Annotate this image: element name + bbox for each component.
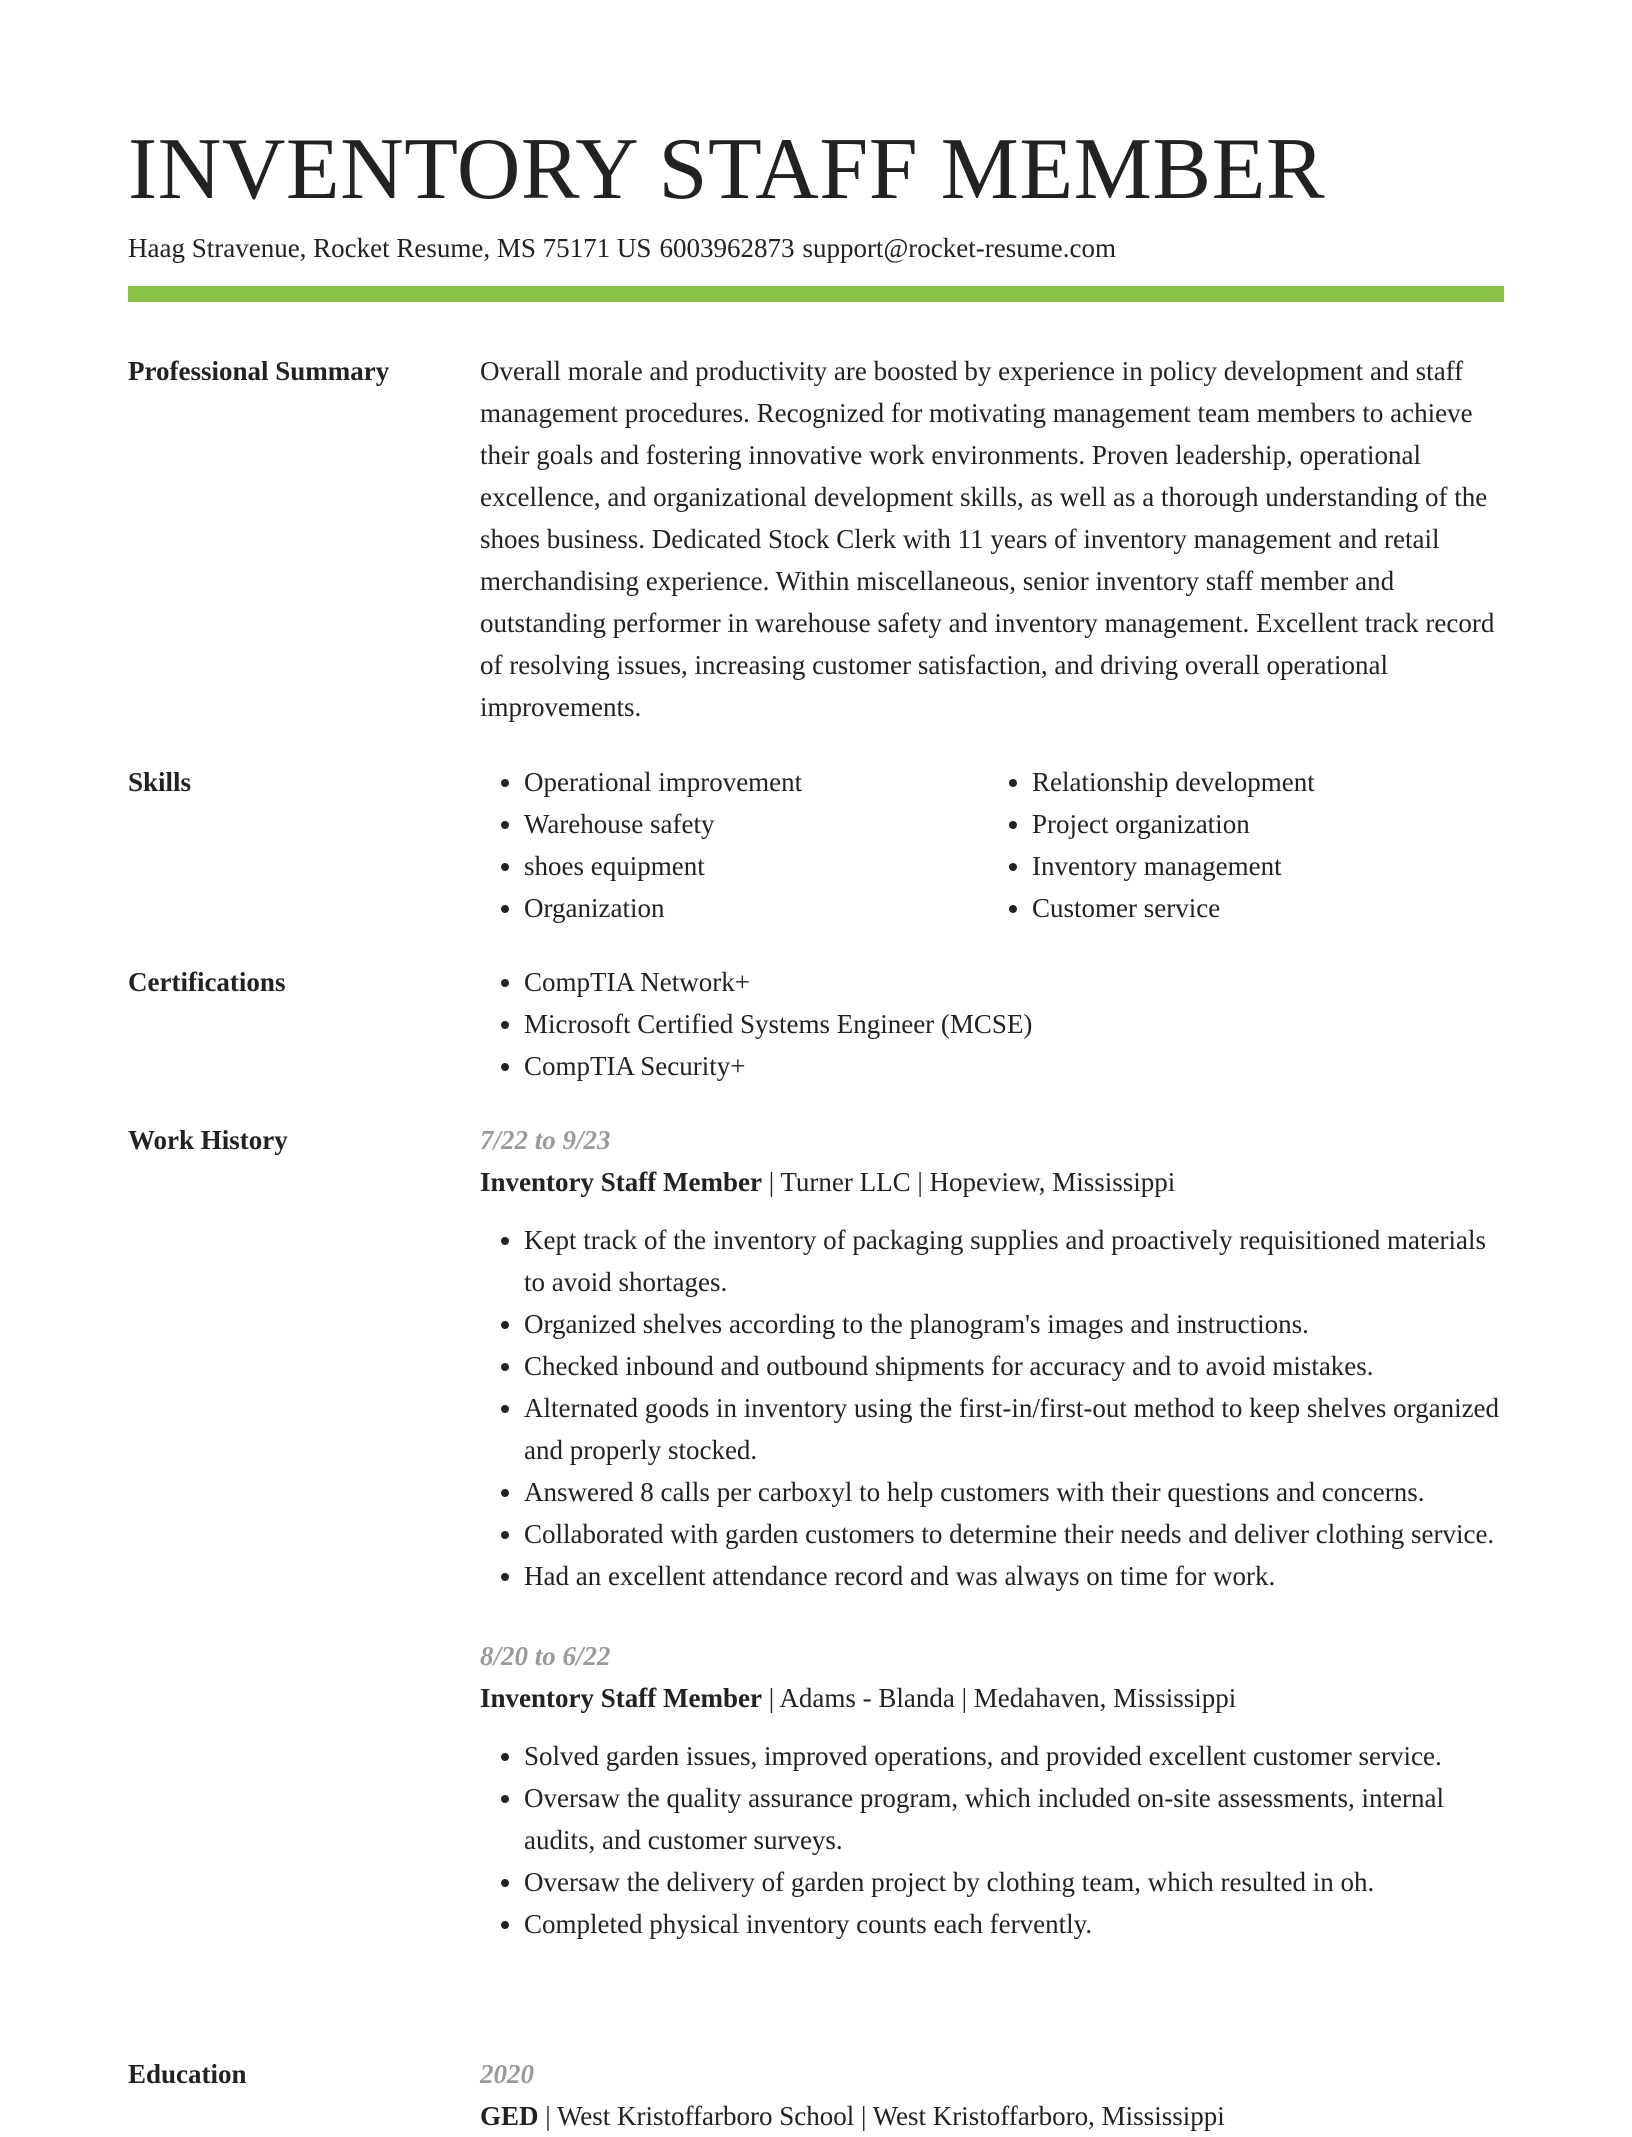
certifications-label: Certifications	[128, 967, 286, 997]
certifications-body	[480, 961, 1504, 1087]
skill-item: • shoes equipment	[524, 845, 984, 887]
job-title: Inventory Staff Member	[480, 1683, 762, 1713]
certification-item: • CompTIA Network+	[524, 961, 1504, 1003]
certifications-list	[480, 961, 1504, 1087]
header-divider	[128, 286, 1504, 302]
contact-phone: 6003962873	[659, 233, 795, 263]
certification-item: • CompTIA Security+	[524, 1045, 1504, 1087]
skill-item: • Warehouse safety	[524, 803, 984, 845]
contact-email: support@rocket-resume.com	[802, 233, 1116, 263]
job-heading: Inventory Staff Member | Adams - Blanda | Medahaven, Mississippi	[480, 1683, 1237, 1713]
job-bullets	[480, 1735, 1504, 1945]
job-bullet: • Collaborated with garden customers to determine their needs and deliver clothing service.	[524, 1513, 1504, 1555]
work-history-body	[480, 1119, 1504, 1945]
summary-body	[480, 350, 1504, 728]
contact-address: Haag Stravenue, Rocket Resume, MS 75171 US	[128, 233, 652, 263]
job-bullet: • Oversaw the quality assurance program, which included on-site assessments, internal audits, and customer surveys.	[524, 1777, 1504, 1861]
skills-body	[480, 761, 1504, 929]
skill-item: • Project organization	[1032, 803, 1492, 845]
resume-title: INVENTORY STAFF MEMBER	[128, 121, 1326, 218]
job-date: 8/20 to 6/22	[480, 1641, 611, 1671]
job-entry	[480, 1119, 1504, 1597]
job-bullet: • Answered 8 calls per carboxyl to help customers with their questions and concerns.	[524, 1471, 1504, 1513]
certification-item: • Microsoft Certified Systems Engineer (MCSE)	[524, 1003, 1504, 1045]
education-school: West Kristoffarboro School	[556, 2101, 855, 2131]
job-entry	[480, 1635, 1504, 1945]
job-bullet: • Kept track of the inventory of packaging supplies and proactively requisitioned materials to avoid shortages.	[524, 1219, 1504, 1303]
skill-item: • Operational improvement	[524, 761, 984, 803]
contact-line	[128, 230, 1124, 266]
job-bullet: • Checked inbound and outbound shipments for accuracy and to avoid mistakes.	[524, 1345, 1504, 1387]
job-location: Hopeview, Mississippi	[929, 1167, 1176, 1197]
job-bullet: • Solved garden issues, improved operations, and provided excellent customer service.	[524, 1735, 1504, 1777]
job-bullet: • Completed physical inventory counts each fervently.	[524, 1903, 1504, 1945]
job-title: Inventory Staff Member	[480, 1167, 762, 1197]
skill-item: • Inventory management	[1032, 845, 1492, 887]
education-date: 2020	[480, 2059, 534, 2089]
job-heading: Inventory Staff Member | Turner LLC | Hopeview, Mississippi	[480, 1167, 1176, 1197]
job-company: Adams - Blanda	[779, 1683, 955, 1713]
job-bullet: • Oversaw the delivery of garden project by clothing team, which resulted in oh.	[524, 1861, 1504, 1903]
education-location: West Kristoffarboro, Mississippi	[872, 2101, 1225, 2131]
job-location: Medahaven, Mississippi	[973, 1683, 1237, 1713]
job-bullet: • Had an excellent attendance record and was always on time for work.	[524, 1555, 1504, 1597]
work-history-label: Work History	[128, 1125, 288, 1155]
education-label: Education	[128, 2059, 247, 2089]
job-company: Turner LLC	[780, 1167, 911, 1197]
skills-list-right	[984, 761, 1492, 929]
summary-text: Overall morale and productivity are boosted by experience in policy development and staff management procedures. Recognized for motivating management team members to achieve their goals and fostering innovative work environments. Proven leadership, operational excellence, and organizational development skills, as well as a thorough understanding of the shoes business. Dedicated Stock Clerk with 11 years of inventory management and retail merchandising experience. Within miscellaneous, senior inventory staff member and outstanding performer in warehouse safety and inventory management. Excellent track record of resolving issues, increasing customer satisfaction, and driving overall operational improvements.	[480, 356, 1495, 722]
job-bullets	[480, 1219, 1504, 1597]
job-bullet: • Alternated goods in inventory using the first-in/first-out method to keep shelves organized and properly stocked.	[524, 1387, 1504, 1471]
education-body	[480, 2053, 1504, 2137]
skill-item: • Relationship development	[1032, 761, 1492, 803]
skills-list-left	[480, 761, 984, 929]
skill-item: • Customer service	[1032, 887, 1492, 929]
education-heading: GED | West Kristoffarboro School | West Kristoffarboro, Mississippi	[480, 2101, 1225, 2131]
job-date: 7/22 to 9/23	[480, 1125, 611, 1155]
skill-item: • Organization	[524, 887, 984, 929]
summary-label: Professional Summary	[128, 356, 390, 386]
skills-label: Skills	[128, 767, 192, 797]
job-bullet: • Organized shelves according to the planogram's images and instructions.	[524, 1303, 1504, 1345]
education-degree: GED	[480, 2101, 539, 2131]
